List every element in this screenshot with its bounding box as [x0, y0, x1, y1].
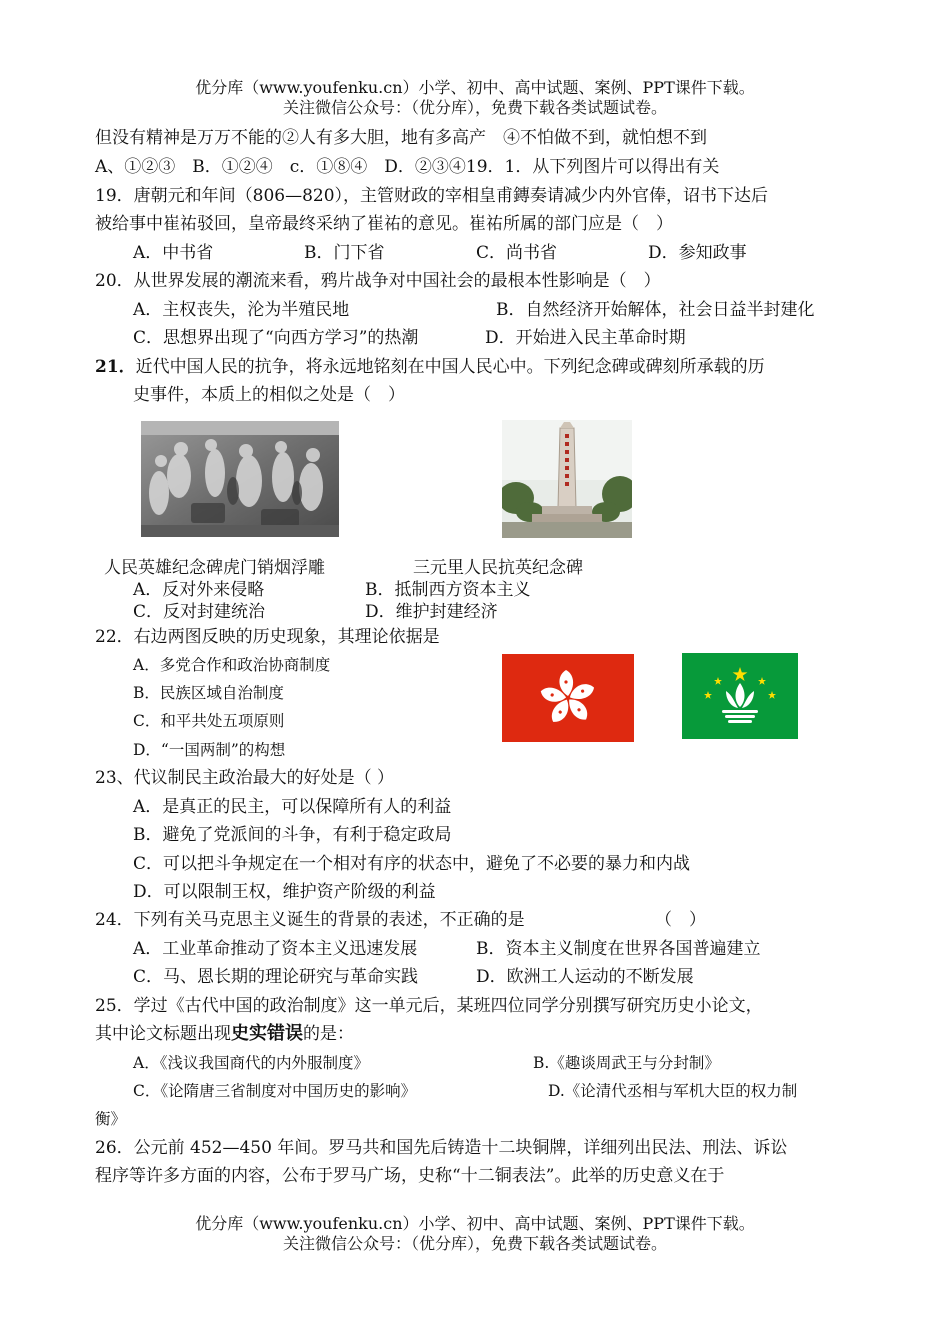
q21-stem-2: 史事件，本质上的相似之处是（ ） [133, 385, 405, 405]
q21-stem-1-text: 近代中国人民的抗争，将永远地铭刻在中国人民心中。下列纪念碑或碑刻所承载的历 [135, 357, 765, 377]
q20-stem: 20．从世界发展的潮流来看，鸦片战争对中国社会的最根本性影响是（ ） [95, 271, 661, 291]
q25-stem-1: 25．学过《古代中国的政治制度》这一单元后，某班四位同学分别撰写研究历史小论文， [95, 996, 763, 1016]
q24-option-d: D．欧洲工人运动的不断发展 [476, 967, 694, 987]
q19-option-b: B．门下省 [304, 243, 385, 263]
q23-stem: 23、代议制民主政治最大的好处是（ ） [95, 768, 395, 788]
q19-stem-1: 19．唐朝元和年间（806—820），主管财政的宰相皇甫鏄奏请减少内外官俸，诏书下达后 [95, 186, 769, 206]
q23-option-b: B．避免了党派间的斗争，有利于稳定政局 [133, 825, 452, 845]
macau-flag [682, 653, 798, 739]
q23-option-d: D．可以限制王权，维护资产阶级的利益 [133, 882, 436, 902]
q20-option-a: A．主权丧失，沦为半殖民地 [133, 300, 350, 320]
top-line-2: A、①②③ B．①②④ c．①⑧④ D．②③④19．1．从下列图片可以得出有关 [95, 157, 720, 177]
q21-option-a: A．反对外来侵略 [133, 580, 265, 600]
q22-stem: 22．右边两图反映的历史现象，其理论依据是 [95, 627, 440, 647]
q22-option-d: D．“一国两制”的构想 [133, 741, 286, 759]
q24-stem: 24．下列有关马克思主义诞生的背景的表述，不正确的是 [95, 910, 525, 930]
q23-option-a: A．是真正的民主，可以保障所有人的利益 [133, 797, 452, 817]
q24-answer-paren: （ ） [655, 910, 706, 930]
q19-option-d: D．参知政事 [648, 243, 747, 263]
header-line-1: 优分库（www.youfenku.cn）小学、初中、高中试题、案例、PPT课件下载。 [195, 78, 755, 97]
q22-option-c: C．和平共处五项原则 [133, 712, 285, 730]
q25-stem-2-pre: 其中论文标题出现 [95, 1024, 231, 1044]
q24-option-a: A．工业革命推动了资本主义迅速发展 [133, 939, 418, 959]
footer-line-2: 关注微信公众号：（优分库），免费下载各类试题试卷。 [282, 1234, 667, 1253]
q23-option-c: C．可以把斗争规定在一个相对有序的状态中，避免了不必要的暴力和内战 [133, 854, 691, 874]
q24-option-b: B．资本主义制度在世界各国普遍建立 [476, 939, 761, 959]
q20-option-d: D．开始进入民主革命时期 [485, 328, 686, 348]
q25-option-c: C．《论隋唐三省制度对中国历史的影响》 [133, 1082, 417, 1100]
q19-option-a: A．中书省 [133, 243, 214, 263]
q21-option-b: B．抵制西方资本主义 [365, 580, 531, 600]
q19-stem-2: 被给事中崔祐驳回，皇帝最终采纳了崔祐的意见。崔祐所属的部门应是（ ） [95, 214, 673, 234]
hong-kong-flag [502, 654, 634, 742]
q26-stem-1: 26．公元前 452—450 年间。罗马共和国先后铸造十二块铜牌，详细列出民法、刑法、诉讼 [95, 1138, 788, 1158]
q25-option-d-cont: 衡》 [95, 1110, 127, 1128]
q21-number: 21． [95, 357, 136, 377]
q21-caption-right: 三元里人民抗英纪念碑 [413, 558, 583, 578]
q25-option-d: D.《论清代丞相与军机大臣的权力制 [548, 1082, 798, 1100]
q25-option-b: B.《趣谈周武王与分封制》 [533, 1054, 720, 1072]
q26-stem-2: 程序等许多方面的内容，公布于罗马广场，史称“十二铜表法”。此举的历史意义在于 [95, 1166, 725, 1186]
footer-line-1: 优分库（www.youfenku.cn）小学、初中、高中试题、案例、PPT课件下载。 [195, 1214, 755, 1233]
header-line-2: 关注微信公众号：（优分库），免费下载各类试题试卷。 [282, 98, 667, 117]
q25-option-a: A．《浅议我国商代的内外服制度》 [133, 1054, 369, 1072]
sanyuanli-monument-image [502, 420, 632, 538]
q22-option-b: B．民族区域自治制度 [133, 684, 284, 702]
q21-caption-left: 人民英雄纪念碑虎门销烟浮雕 [104, 558, 325, 578]
q22-option-a: A．多党合作和政治协商制度 [133, 656, 331, 674]
q20-option-b: B．自然经济开始解体，社会日益半封建化 [496, 300, 815, 320]
top-line-1: 但没有精神是万万不能的②人有多大胆，地有多高产 ④不怕做不到，就怕想不到 [95, 128, 707, 148]
q21-option-d: D．维护封建经济 [365, 602, 498, 622]
q25-stem-2-post: 的是： [303, 1024, 354, 1044]
humen-relief-image [141, 421, 339, 537]
q25-stem-2 [95, 1022, 354, 1046]
q25-emphasis: 史实错误 [231, 1023, 303, 1044]
q24-option-c: C．马、恩长期的理论研究与革命实践 [133, 967, 419, 987]
q20-option-c: C．思想界出现了“向西方学习”的热潮 [133, 328, 419, 348]
q19-option-c: C．尚书省 [476, 243, 558, 263]
q21-option-c: C．反对封建统治 [133, 602, 266, 622]
q21-stem-1 [95, 355, 765, 379]
